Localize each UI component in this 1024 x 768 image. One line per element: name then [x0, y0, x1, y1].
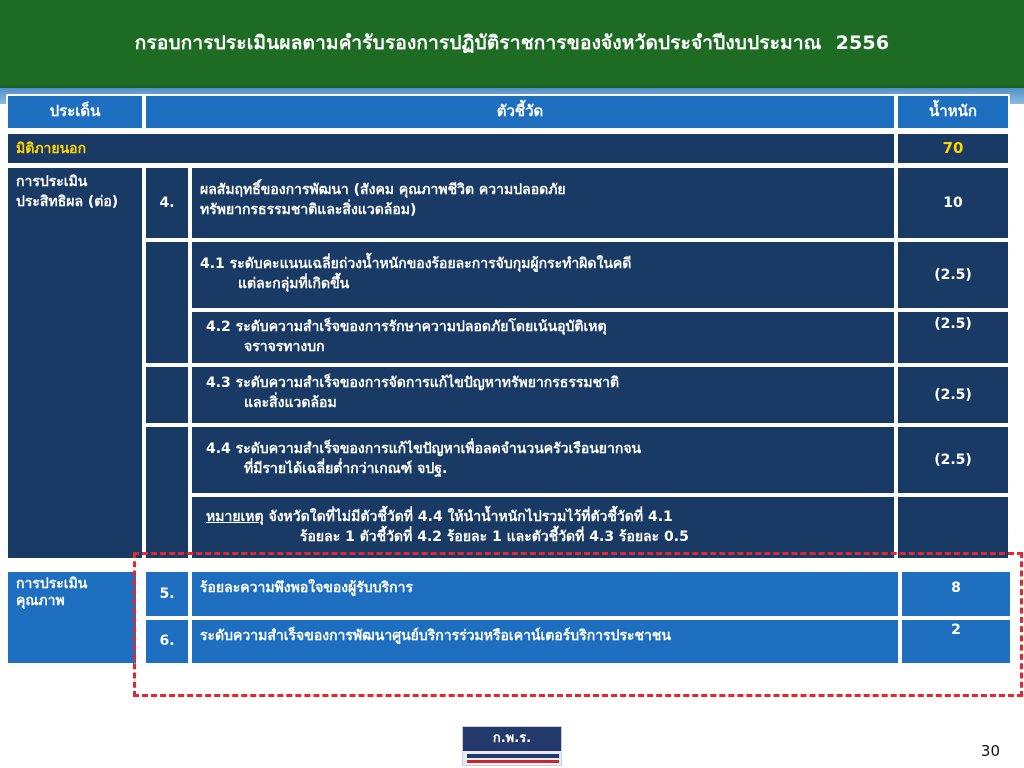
indicator-4-2-line1: 4.2 ระดับความสำเร็จของการรักษาความปลอดภัยโดยเน้นอุบัติเหตุ: [206, 319, 607, 335]
indicator-4-1-line1: 4.1 ระดับคะแนนเฉลี่ยถ่วงน้ำหนักของร้อยละการจับกุมผู้กระทำผิดในคดี: [200, 256, 632, 272]
note-line1: จังหวัดใดที่ไม่มีตัวชี้วัดที่ 4.4 ให้นำน้ำหนักไปรวมไว้ที่ตัวชี้วัดที่ 4.1: [268, 509, 673, 525]
indicator-4-title: [190, 166, 896, 240]
indicator-4-2: [190, 310, 896, 365]
indicator-4-1-weight: (2.5): [896, 240, 1010, 310]
indicator-4-3-line2: และสิ่งแวดล้อม: [244, 395, 337, 412]
opdc-logo: [462, 726, 562, 766]
indicator-4-4: [190, 425, 896, 495]
page-title-text: กรอบการประเมินผลตามคำรับรองการปฏิบัติราชการของจังหวัดประจำปีงบประมาณ: [134, 32, 822, 54]
indicator-4-2-weight: (2.5): [896, 310, 1010, 365]
col-header-issue: ประเด็น: [6, 94, 144, 130]
col-header-indicator: ตัวชี้วัด: [144, 94, 896, 130]
issue-effectiveness-label: การประเมินประสิทธิผล (ต่อ): [16, 174, 119, 211]
title-bar: [0, 0, 1024, 88]
indicator-4-3: [190, 365, 896, 425]
note-line2: ร้อยละ 1 ตัวชี้วัดที่ 4.2 ร้อยละ 1 และตัวชี้วัดที่ 4.3 ร้อยละ 0.5: [300, 529, 689, 546]
indicator-4-3-line1: 4.3 ระดับความสำเร็จของการจัดการแก้ไขปัญหาทรัพยากรธรรมชาติ: [206, 375, 620, 391]
page-number: 30: [980, 742, 1000, 760]
indicator-5-number: 5.: [144, 570, 190, 618]
indicator-5-weight: 8: [900, 570, 1012, 618]
logo-stripe-blue: [467, 754, 559, 758]
note-row: [190, 495, 896, 560]
indicator-6-text: ระดับความสำเร็จของการพัฒนาศูนย์บริการร่วมหรือเคาน์เตอร์บริการประชาชน: [190, 618, 900, 665]
issue-quality-label: การประเมินคุณภาพ: [16, 576, 88, 609]
note-weight-cell: [896, 495, 1010, 560]
highlight-box: [133, 552, 1023, 697]
external-dimension-label: มิติภายนอก: [6, 132, 896, 165]
page-title-year: 2556: [835, 32, 890, 54]
col-header-weight: น้ำหนัก: [896, 94, 1010, 130]
logo-stripe-red: [467, 760, 559, 763]
indicator-6-number: 6.: [144, 618, 190, 665]
note-label: หมายเหตุ: [206, 509, 264, 525]
indicator-4-weight: 10: [896, 166, 1010, 240]
indicator-4-4-weight: (2.5): [896, 425, 1010, 495]
indicator-4-3-weight: (2.5): [896, 365, 1010, 425]
indicator-6-weight: 2: [900, 618, 1012, 665]
indicator-4-2-line2: จราจรทางบก: [244, 339, 325, 356]
sub-number-cell-c: [144, 425, 190, 560]
indicator-5-text: ร้อยละความพึงพอใจของผู้รับบริการ: [190, 570, 900, 618]
sub-number-cell-b: [144, 365, 190, 425]
sub-number-cell-a: [144, 240, 190, 365]
page-title: [135, 28, 890, 58]
indicator-4-title-line1: ผลสัมฤทธิ์ของการพัฒนา (สังคม คุณภาพชีวิต ความปลอดภัย: [200, 182, 566, 198]
issue-effectiveness: [6, 166, 144, 560]
logo-text: ก.พ.ร.: [463, 727, 561, 751]
indicator-4-title-line2: ทรัพยากรธรรมชาติและสิ่งแวดล้อม): [200, 202, 417, 219]
indicator-4-1-line2: แต่ละกลุ่มที่เกิดขึ้น: [238, 276, 350, 293]
indicator-4-4-line2: ที่มีรายได้เฉลี่ยต่ำกว่าเกณฑ์ จปฐ.: [244, 461, 448, 478]
external-dimension-weight: 70: [896, 132, 1010, 165]
issue-quality: [6, 570, 138, 665]
indicator-4-1: [190, 240, 896, 310]
indicator-4-number: 4.: [144, 166, 190, 240]
indicator-4-4-line1: 4.4 ระดับความสำเร็จของการแก้ไขปัญหาเพื่อลดจำนวนครัวเรือนยากจน: [206, 441, 642, 457]
